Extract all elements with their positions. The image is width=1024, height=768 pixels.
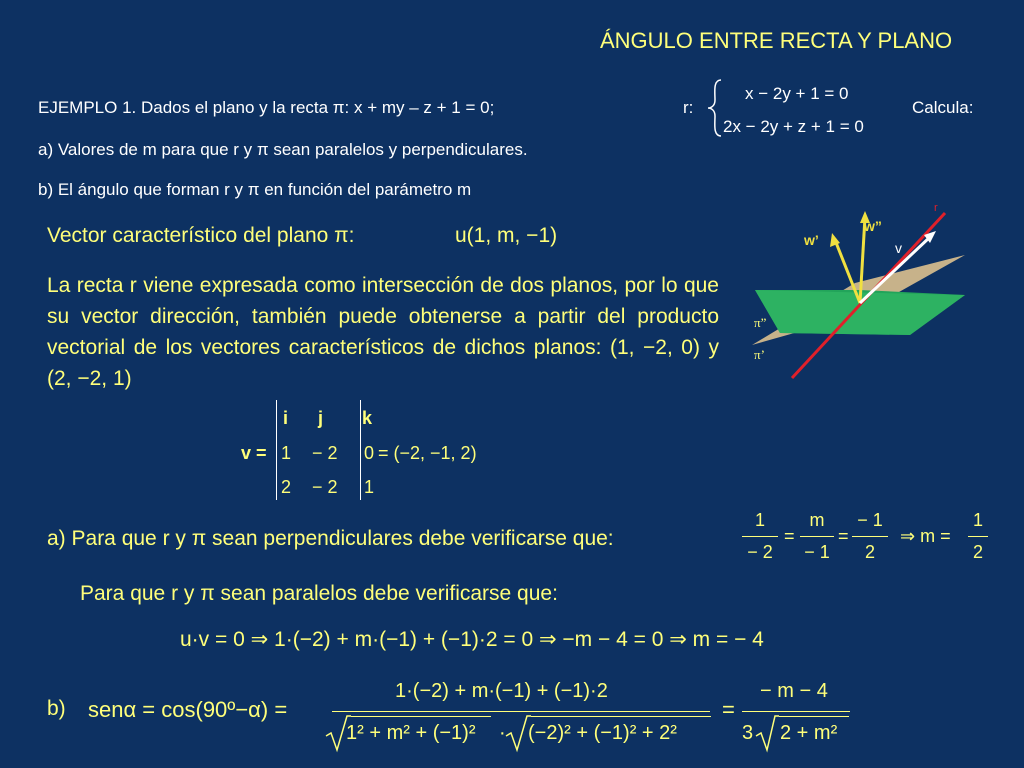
parallel-text: Para que r y π sean paralelos debe verificarse que:: [80, 582, 558, 605]
item-b: b) El ángulo que forman r y π en función del parámetro m: [38, 180, 472, 199]
det-r1c2: j: [318, 408, 324, 428]
frac1-denominator: − 2: [747, 542, 773, 562]
diagram-label-r: r: [934, 202, 938, 214]
plane-line-diagram: [740, 195, 970, 395]
determinant-lhs: v =: [241, 443, 267, 463]
parallel-equation: u·v = 0 ⇒ 1·(−2) + m·(−1) + (−1)·2 = 0 ⇒ −m − 4 = 0 ⇒ m = − 4: [180, 628, 764, 651]
part-b-den-left: 1² + m² + (−1)²: [346, 722, 476, 744]
frac3-numerator: − 1: [857, 510, 883, 530]
frac1-numerator: 1: [754, 510, 765, 530]
diagram-label-w2: w”: [864, 218, 882, 234]
part-b-numerator: 1·(−2) + m·(−1) + (−1)·2: [395, 680, 608, 702]
calcula-label: Calcula:: [912, 98, 974, 117]
part-b-lhs: senα = cos(90º−α) =: [88, 697, 288, 722]
system-brace-icon: [705, 78, 725, 138]
frac2-bar: [800, 536, 834, 537]
det-r2c2: − 2: [312, 443, 338, 463]
vector-plane-label: Vector característico del plano π:: [47, 224, 355, 247]
det-r3c2: − 2: [312, 477, 338, 497]
item-a: a) Valores de m para que r y π sean paralelos y perpendiculares.: [38, 140, 528, 159]
diagram-label-pi1: π’: [754, 347, 765, 362]
part-b-main-bar: [332, 711, 710, 712]
sqrt-left-bar: [351, 716, 491, 717]
det-r2c3: 0: [364, 443, 375, 463]
example-statement: EJEMPLO 1. Dados el plano y la recta π: x + my – z + 1 = 0;: [38, 98, 495, 117]
frac1-bar: [742, 536, 778, 537]
determinant-right-bar: [360, 400, 361, 500]
diagram-label-v: v: [895, 240, 902, 256]
frac4-bar: [968, 536, 988, 537]
part-b-result-bar: [742, 711, 850, 712]
implies-m: ⇒ m =: [900, 526, 951, 546]
part-a-text: a) Para que r y π sean perpendiculares debe verificarse que:: [47, 527, 614, 550]
page-title: ÁNGULO ENTRE RECTA Y PLANO: [600, 28, 953, 53]
det-r1c3: k: [362, 408, 373, 428]
part-b-den-dot: ·: [499, 722, 506, 744]
part-b-result-coef: 3: [742, 722, 754, 744]
explanation-paragraph: La recta r viene expresada como intersección de dos planos, por lo que su vector dirección, también puede obtenerse a partir del producto vectorial de los vectores característicos de dichos planos: (1, −2, 0) y (2, −2, 1): [47, 274, 719, 390]
sqrt-result-bar: [779, 716, 849, 717]
frac3-denominator: 2: [864, 542, 875, 562]
r-label: r:: [683, 98, 694, 117]
system-equation-1: x − 2y + 1 = 0: [745, 84, 849, 103]
sqrt-result-icon: [755, 714, 779, 754]
vector-plane-value: u(1, m, −1): [455, 224, 558, 247]
equals-2: =: [838, 526, 849, 546]
sqrt-right-bar: [531, 716, 711, 717]
determinant-left-bar: [276, 400, 277, 500]
part-b-den-right: (−2)² + (−1)² + 2²: [528, 722, 677, 744]
frac2-numerator: m: [809, 510, 825, 530]
det-r1c1: i: [283, 408, 289, 428]
frac3-bar: [852, 536, 888, 537]
part-b-label: b): [47, 697, 66, 720]
det-r3c1: 2: [281, 477, 292, 497]
part-b-equals: =: [722, 697, 735, 722]
equals-1: =: [784, 526, 795, 546]
determinant-result: = (−2, −1, 2): [378, 443, 477, 463]
system-equation-2: 2x − 2y + z + 1 = 0: [723, 117, 864, 136]
diagram-label-w1: w’: [804, 232, 819, 248]
frac4-denominator: 2: [972, 542, 983, 562]
frac2-denominator: − 1: [804, 542, 830, 562]
diagram-label-pi2: π”: [754, 315, 767, 330]
det-r3c3: 1: [364, 477, 375, 497]
part-b-result-numerator: − m − 4: [760, 680, 828, 702]
part-b-result-radicand: 2 + m²: [780, 722, 838, 744]
det-r2c1: 1: [281, 443, 292, 463]
frac4-numerator: 1: [972, 510, 983, 530]
